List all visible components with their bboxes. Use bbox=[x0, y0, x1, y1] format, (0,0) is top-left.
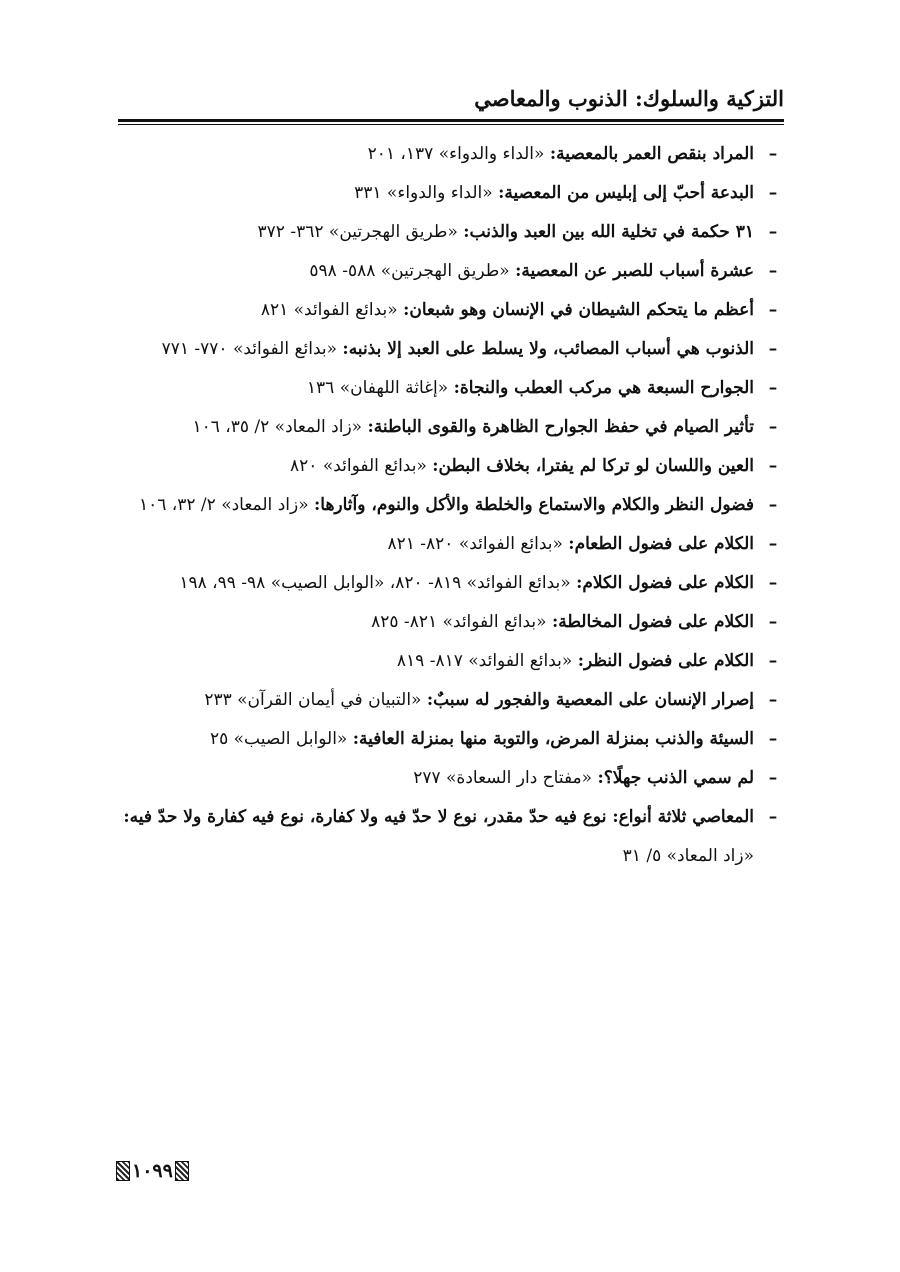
entry-topic: إصرار الإنسان على المعصية والفجور له سببٌ: bbox=[426, 690, 754, 710]
entry-dash: – bbox=[768, 768, 778, 788]
entry-topic: العين واللسان لو تركا لم يفترا، بخلاف البطن: bbox=[432, 456, 754, 476]
index-entry bbox=[118, 564, 784, 603]
entry-reference: «بدائع الفوائد» ٧٧٠- ٧٧١ bbox=[161, 339, 338, 359]
index-entry bbox=[118, 798, 784, 876]
index-entry bbox=[118, 720, 784, 759]
entry-dash: – bbox=[768, 300, 778, 320]
entry-topic: فضول النظر والكلام والاستماع والخلطة والأكل والنوم، وآثارها: bbox=[314, 495, 754, 515]
index-entry bbox=[118, 447, 784, 486]
entry-reference: «زاد المعاد» ٢/ ٣٥، ١٠٦ bbox=[192, 417, 363, 437]
running-header bbox=[118, 82, 784, 122]
entry-dash: – bbox=[768, 651, 778, 671]
entry-dash: – bbox=[768, 144, 778, 164]
page-footer bbox=[116, 1156, 189, 1186]
entry-dash: – bbox=[768, 729, 778, 749]
page-number: ١٠٩٩ bbox=[132, 1160, 173, 1182]
entry-reference: «إغاثة اللهفان» ١٣٦ bbox=[306, 378, 449, 398]
index-entry bbox=[118, 525, 784, 564]
index-entry bbox=[118, 252, 784, 291]
entry-reference: «بدائع الفوائد» ٨١٧- ٨١٩ bbox=[396, 651, 573, 671]
entry-topic: ٣١ حكمة في تخلية الله بين العبد والذنب: bbox=[463, 222, 754, 242]
index-entry bbox=[118, 759, 784, 798]
entry-topic: الكلام على فضول الطعام: bbox=[568, 534, 754, 554]
entry-reference: «بدائع الفوائد» ٨٢٠- ٨٢١ bbox=[387, 534, 563, 554]
entry-reference: «طريق الهجرتين» ٣٦٢- ٣٧٢ bbox=[257, 222, 458, 242]
index-entry bbox=[118, 408, 784, 447]
entry-dash: – bbox=[768, 339, 778, 359]
entry-dash: – bbox=[768, 612, 778, 632]
entry-topic: المراد بنقص العمر بالمعصية: bbox=[549, 144, 754, 164]
entry-reference: «بدائع الفوائد» ٨٢١- ٨٢٥ bbox=[371, 612, 547, 632]
header-rule-thick bbox=[118, 119, 784, 122]
entry-reference: «الداء والدواء» ٣٣١ bbox=[354, 183, 493, 203]
entry-reference: «الوابل الصيب» ٢٥ bbox=[209, 729, 348, 749]
index-entry bbox=[118, 486, 784, 525]
entry-topic: الكلام على فضول المخالطة: bbox=[551, 612, 754, 632]
entry-dash: – bbox=[768, 183, 778, 203]
entry-reference: «بدائع الفوائد» ٨٢١ bbox=[260, 300, 398, 320]
entry-dash: – bbox=[768, 378, 778, 398]
entry-topic: عشرة أسباب للصبر عن المعصية: bbox=[515, 261, 754, 281]
entry-dash: – bbox=[768, 807, 778, 827]
index-entries-list bbox=[118, 135, 784, 876]
entry-reference: «بدائع الفوائد» ٨٢٠ bbox=[290, 456, 427, 476]
entry-dash: – bbox=[768, 417, 778, 437]
entry-topic: الكلام على فضول الكلام: bbox=[576, 573, 754, 593]
entry-reference: «التبيان في أيمان القرآن» ٢٣٣ bbox=[204, 690, 422, 710]
index-entry bbox=[118, 213, 784, 252]
entry-dash: – bbox=[768, 573, 778, 593]
entry-reference: «زاد المعاد» ٢/ ٣٢، ١٠٦ bbox=[138, 495, 309, 515]
index-entry bbox=[118, 603, 784, 642]
index-entry bbox=[118, 291, 784, 330]
entry-dash: – bbox=[768, 222, 778, 242]
ornament-left-icon bbox=[116, 1161, 130, 1181]
index-entry bbox=[118, 369, 784, 408]
index-entry bbox=[118, 174, 784, 213]
entry-topic: لم سمي الذنب جهلًا؟: bbox=[597, 768, 754, 788]
entry-topic: الذنوب هي أسباب المصائب، ولا يسلط على العبد إلا بذنبه: bbox=[342, 339, 754, 359]
entry-topic: تأثير الصيام في حفظ الجوارح الظاهرة والقوى الباطنة: bbox=[367, 417, 754, 437]
index-entry bbox=[118, 330, 784, 369]
entry-dash: – bbox=[768, 261, 778, 281]
entry-topic: السيئة والذنب بمنزلة المرض، والتوبة منها بمنزلة العافية: bbox=[352, 729, 754, 749]
index-entry bbox=[118, 135, 784, 174]
header-rule-thin bbox=[118, 124, 784, 125]
entry-reference: «الداء والدواء» ١٣٧، ٢٠١ bbox=[367, 144, 545, 164]
entry-topic: المعاصي ثلاثة أنواع: نوع فيه حدّ مقدر، نوع لا حدّ فيه ولا كفارة، نوع فيه كفارة ولا حدّ فيه: bbox=[123, 807, 754, 827]
index-entry bbox=[118, 642, 784, 681]
ornament-right-icon bbox=[175, 1161, 189, 1181]
entry-topic: البدعة أحبّ إلى إبليس من المعصية: bbox=[498, 183, 754, 203]
entry-topic: الجوارح السبعة هي مركب العطب والنجاة: bbox=[453, 378, 754, 398]
entry-reference: «بدائع الفوائد» ٨١٩- ٨٢٠، «الوابل الصيب» ٩٨- ٩٩، ١٩٨ bbox=[179, 573, 571, 593]
entry-reference: «مفتاح دار السعادة» ٢٧٧ bbox=[413, 768, 593, 788]
entry-dash: – bbox=[768, 495, 778, 515]
entry-topic: أعظم ما يتحكم الشيطان في الإنسان وهو شبعان: bbox=[403, 300, 754, 320]
entry-reference: «زاد المعاد» ٥/ ٣١ bbox=[622, 846, 754, 866]
entry-dash: – bbox=[768, 690, 778, 710]
header-title: التزكية والسلوك: الذنوب والمعاصي bbox=[474, 86, 784, 111]
index-entry bbox=[118, 681, 784, 720]
entry-dash: – bbox=[768, 534, 778, 554]
entry-topic: الكلام على فضول النظر: bbox=[577, 651, 754, 671]
entry-dash: – bbox=[768, 456, 778, 476]
entry-reference: «طريق الهجرتين» ٥٨٨- ٥٩٨ bbox=[309, 261, 510, 281]
